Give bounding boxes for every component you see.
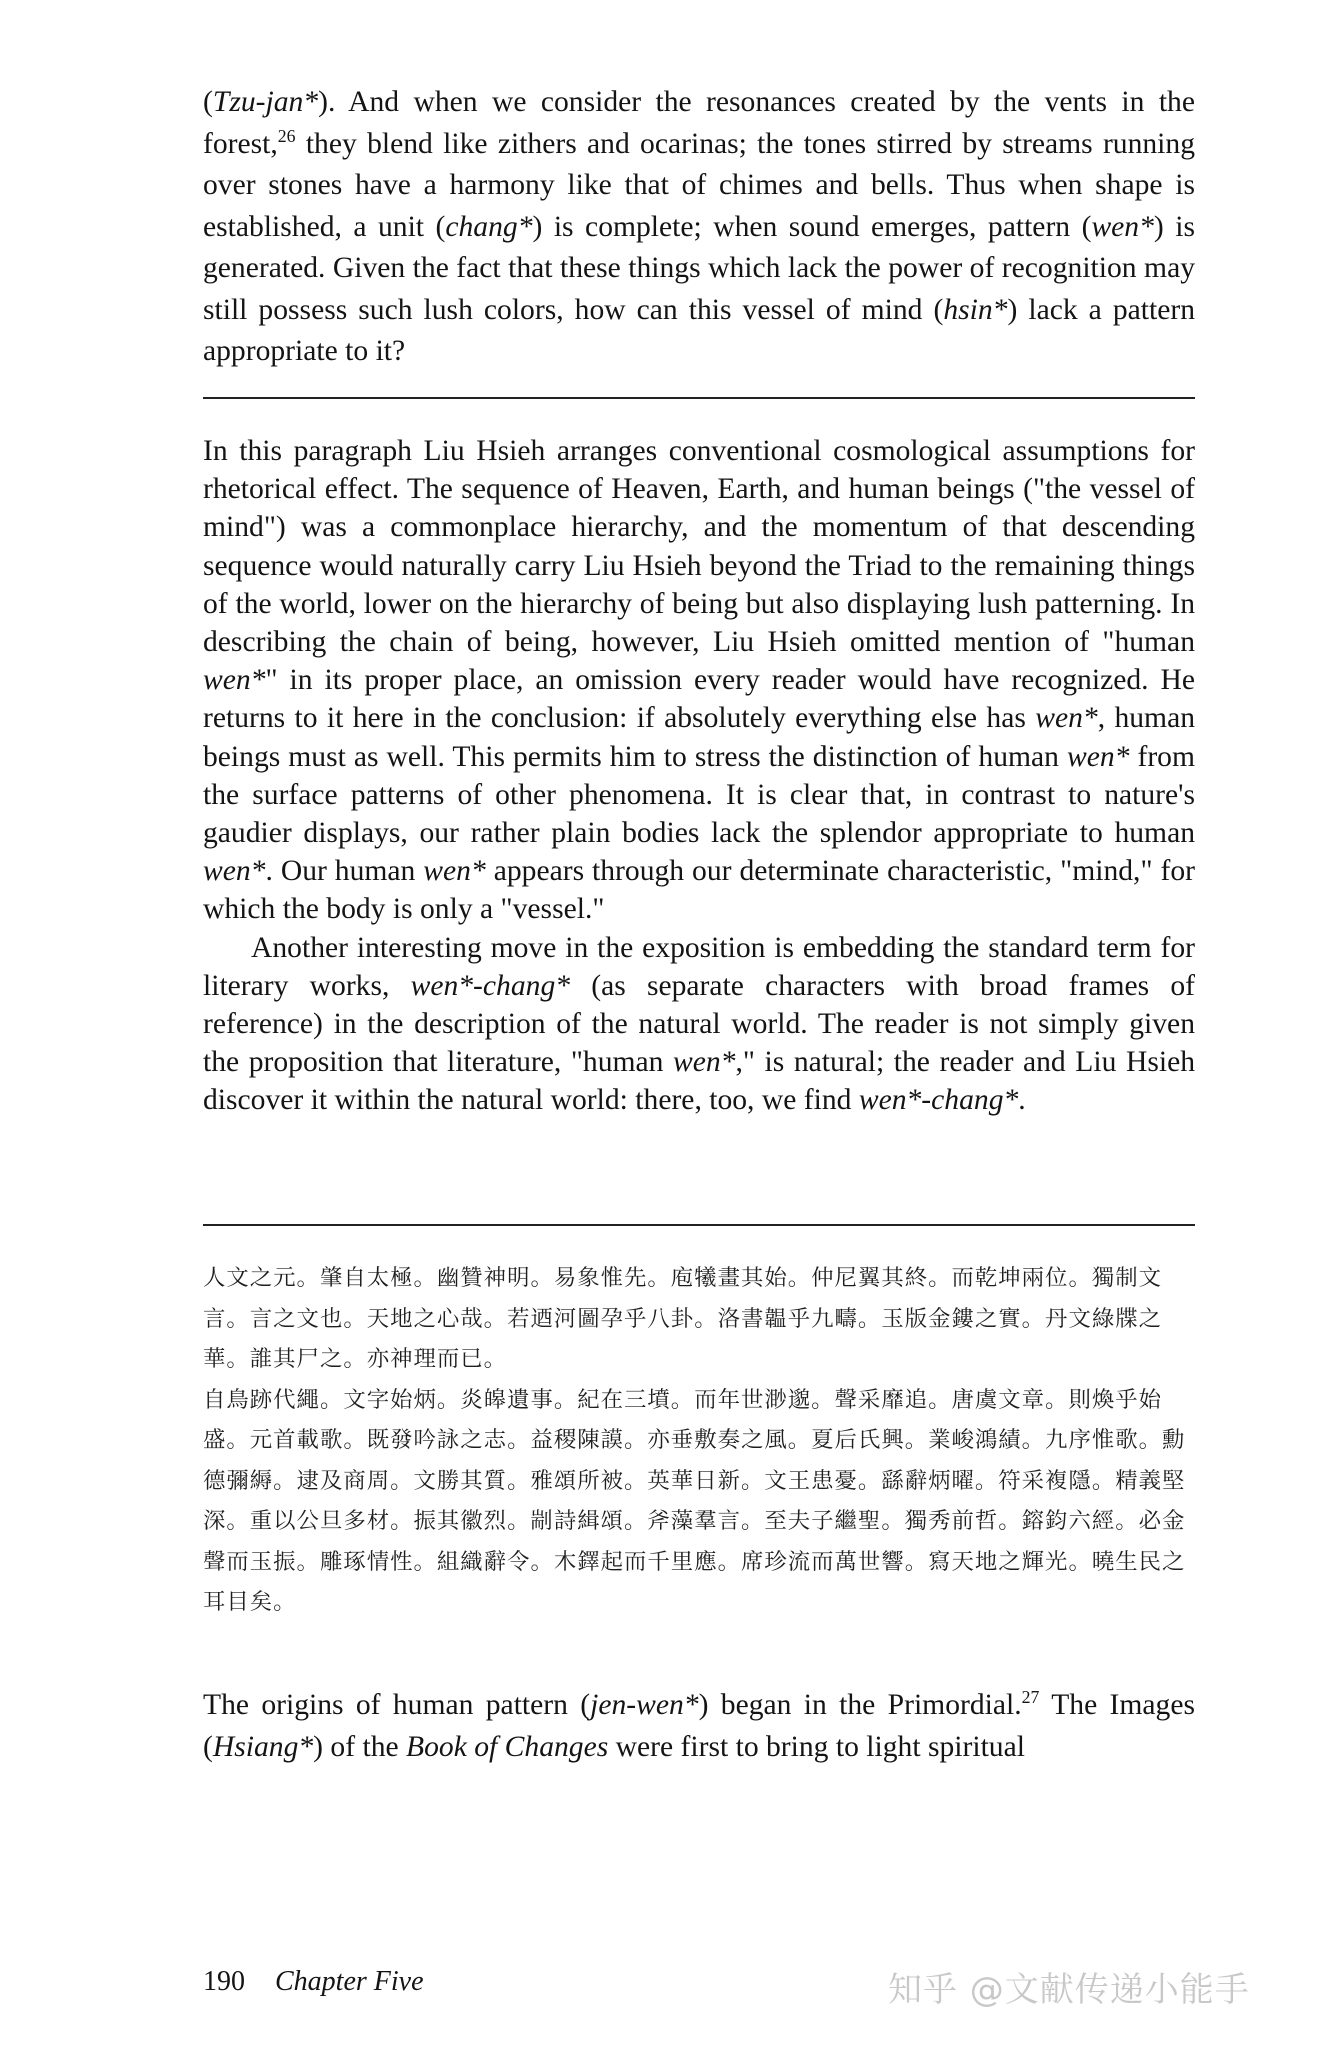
term-wen: wen*: [673, 1046, 736, 1079]
text-run: The Images (: [203, 1689, 1195, 1763]
commentary-block: [203, 432, 1195, 1120]
translation-paragraph: [203, 82, 1195, 373]
text-run: " in its proper place, an omission every reader would have recognized. He returns to it here in the conclusion: if absolutely everything else has: [203, 664, 1195, 735]
section-divider: [203, 1224, 1195, 1226]
term-wen-chang: wen*-chang*: [410, 969, 571, 1002]
term-hsin: hsin*: [943, 293, 1008, 326]
term-chang: chang*: [445, 210, 533, 243]
watermark: 知乎 @文献传递小能手: [888, 1970, 1250, 2010]
text-run: ," is natural; the reader and Liu Hsieh discover it within the natural world: there, too, we find: [203, 1046, 1195, 1117]
text-run: ) is complete; when sound emerges, pattern (: [532, 210, 1092, 243]
text-run: appears through our determinate characteristic, "mind," for which the body is only a "vessel.": [203, 855, 1195, 926]
page-footer: [203, 1966, 424, 1998]
term-jen-wen: jen-wen*: [590, 1689, 699, 1721]
term-wen: wen*: [203, 855, 266, 888]
page-number: 190: [203, 1966, 245, 1997]
term-wen: wen*: [423, 855, 486, 888]
chinese-paragraph-1: 人文之元。肇自太極。幽贊神明。易象惟先。庖犧畫其始。仲尼翼其終。而乾坤兩位。獨制文言。言之文也。天地之心哉。若迺河圖孕乎八卦。洛書韞乎九疇。玉版金鏤之實。丹文綠牒之華。誰其尸之。亦神理而已。: [203, 1265, 1163, 1372]
text-run: Another interesting move in the exposition is embedding the standard term for literary works,: [203, 931, 1195, 1002]
term-wen: wen*: [1066, 740, 1130, 773]
term-wen: wen*: [203, 664, 266, 697]
chapter-label: Chapter Five: [275, 1966, 424, 1997]
text-run: . Our human: [265, 855, 424, 888]
text-run: ) lack a pattern appropriate to it?: [203, 293, 1195, 367]
book-title: Book of Changes: [406, 1731, 609, 1763]
chinese-paragraph-2: 自鳥跡代繩。文字始炳。炎皞遺事。紀在三墳。而年世渺邈。聲采靡追。唐虞文章。則煥乎始盛。元首載歌。既發吟詠之志。益稷陳謨。亦垂敷奏之風。夏后氏興。業峻鴻績。九序惟歌。勳德彌縟。逮及商周。文勝其質。雅頌所被。英華日新。文王患憂。繇辭炳曜。符采複隱。精義堅深。重以公旦多材。振其徽烈。剬詩緝頌。斧藻羣言。至夫子繼聖。獨秀前哲。鎔鈞六經。必金聲而玉振。雕琢情性。組織辭令。木鐸起而千里應。席珍流而萬世響。寫天地之輝光。曉生民之耳目矣。: [203, 1386, 1186, 1615]
text-run: , human beings must as well. This permits him to stress the distinction of human: [203, 702, 1196, 773]
term-wen-chang: wen*-chang*: [858, 1084, 1019, 1117]
text-run: ). And when we consider the resonances created by the vents in the forest,: [203, 86, 1195, 160]
chinese-original-text: [203, 1258, 1197, 1623]
text-run: they blend like zithers and ocarinas; the tones stirred by streams running over stones have a harmony like that of chimes and bells. Thus when shape is established, a unit (: [203, 127, 1195, 243]
commentary-paragraph-2: [203, 929, 1195, 1120]
text-run: ) of the: [313, 1731, 407, 1763]
translation-paragraph-next: [203, 1684, 1195, 1768]
text-run: (as separate characters with broad frames of reference) in the description of the natural world. The reader is not simply given the proposition that literature, "human: [203, 969, 1195, 1079]
term-hsiang: Hsiang*: [212, 1731, 314, 1763]
text-run: .: [1018, 1084, 1026, 1117]
text-run: were first to bring to light spiritual: [608, 1731, 1025, 1763]
term-tzu-jan: Tzu-jan*: [212, 86, 319, 118]
text-run: from the surface patterns of other phenomena. It is clear that, in contrast to nature's gaudier displays, our rather plain bodies lack the splendor appropriate to human: [203, 740, 1195, 850]
commentary-paragraph-1: [203, 432, 1195, 929]
text-run: (: [203, 86, 213, 118]
text-run: The origins of human pattern (: [203, 1689, 591, 1721]
text-run: ) is generated. Given the fact that these things which lack the power of recognition may still possess such lush colors, how can this vessel of mind (: [203, 210, 1195, 326]
term-wen: wen*: [1091, 210, 1154, 243]
footnote-ref-26: 26: [277, 125, 296, 146]
text-run: ) began in the Primordial.: [698, 1689, 1022, 1721]
term-wen: wen*: [1035, 702, 1098, 735]
text-run: In this paragraph Liu Hsieh arranges conventional cosmological assumptions for rhetorical effect. The sequence of Heaven, Earth, and human beings ("the vessel of mind") was a commonplace hierarchy, and the momentum of that descending sequence would naturally carry Liu Hsieh beyond the Triad to the remaining things of the world, lower on the hierarchy of being but also displaying lush patterning. In describing the chain of being, however, Liu Hsieh omitted mention of "human: [203, 435, 1195, 659]
section-divider: [203, 397, 1195, 399]
footnote-ref-27: 27: [1021, 1687, 1040, 1708]
